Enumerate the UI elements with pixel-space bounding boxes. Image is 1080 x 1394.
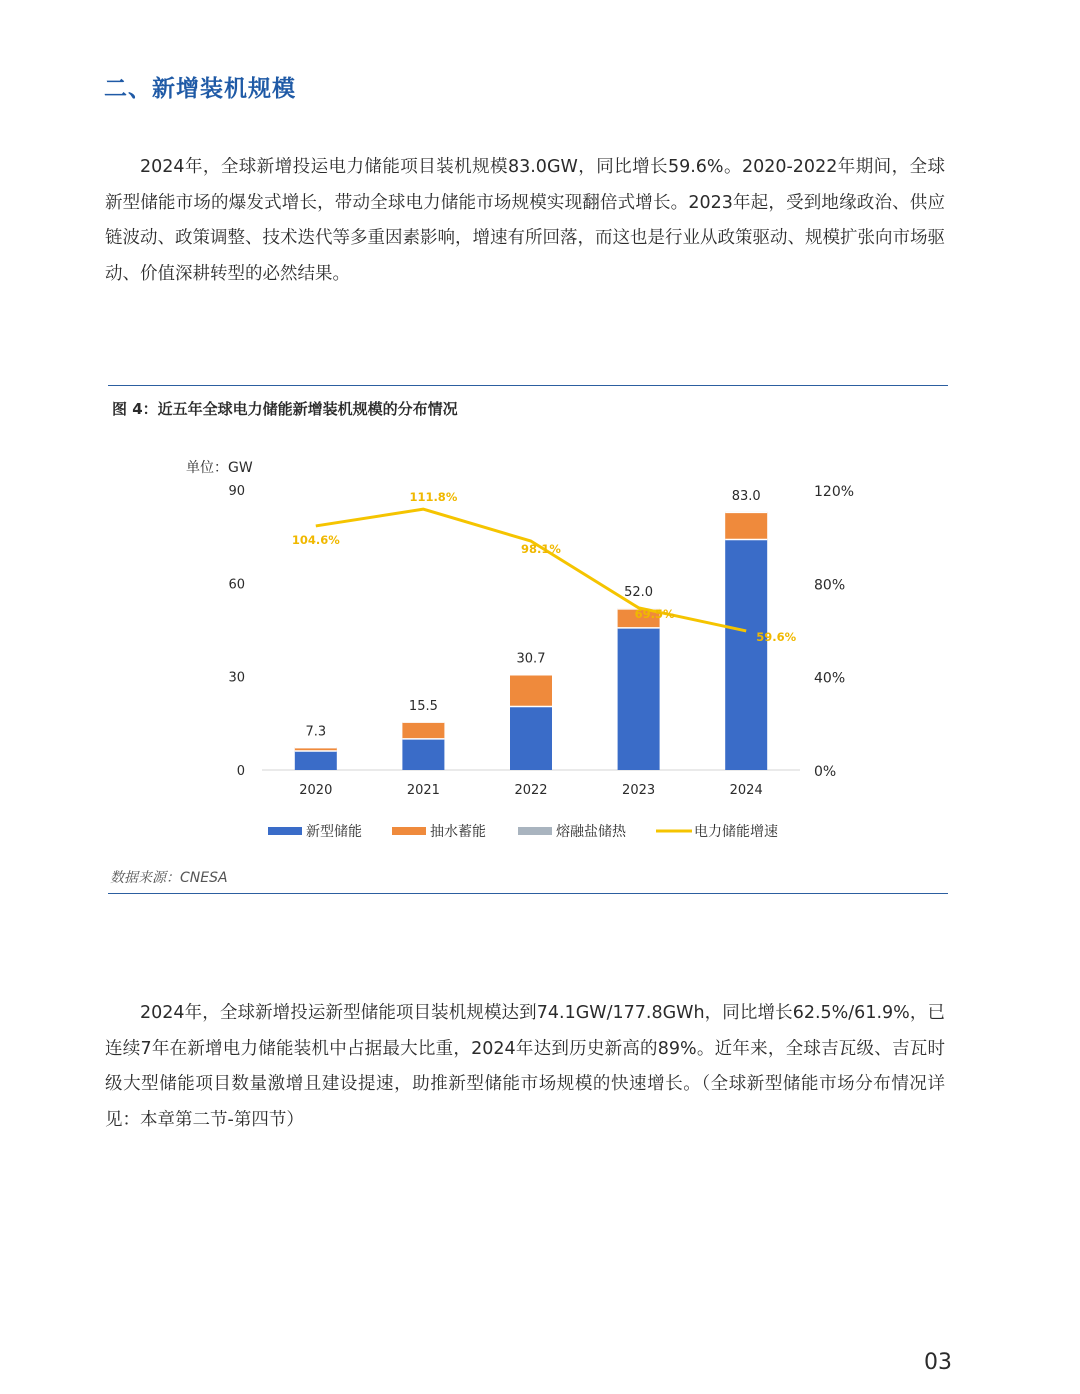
y-tick-label: 30 bbox=[228, 670, 245, 686]
bar-segment-pumped-hydro bbox=[402, 722, 444, 739]
bar-segment-new-type bbox=[295, 751, 337, 770]
growth-line-layer bbox=[292, 490, 797, 644]
x-axis-labels bbox=[299, 783, 762, 798]
chart-legend bbox=[268, 823, 778, 840]
growth-label: 59.6% bbox=[756, 629, 797, 644]
bar-segment-pumped-hydro bbox=[510, 675, 552, 707]
y-tick-label: 90 bbox=[228, 484, 245, 499]
bar-segment-new-type bbox=[510, 707, 552, 770]
legend-new-type-label: 新型储能 bbox=[306, 824, 362, 840]
legend-molten-salt-label: 熔融盐储热 bbox=[556, 824, 626, 840]
legend-new-type-swatch bbox=[268, 827, 302, 835]
section-heading: 二、新增装机规模 bbox=[104, 76, 296, 102]
bar-total-label: 15.5 bbox=[408, 698, 438, 714]
bar-segment-pumped-hydro bbox=[725, 512, 767, 539]
bar-segment-new-type bbox=[725, 539, 767, 770]
figure-source: 数据来源：CNESA bbox=[110, 870, 228, 886]
x-tick-label: 2022 bbox=[514, 783, 548, 798]
bar-segment-new-type bbox=[618, 628, 660, 770]
legend-molten-salt-swatch bbox=[518, 827, 552, 835]
y-tick-label: 0 bbox=[236, 764, 245, 779]
growth-line bbox=[316, 509, 746, 631]
figure-bottom-rule bbox=[108, 893, 948, 894]
y2-tick-label: 80% bbox=[814, 577, 846, 594]
y2-tick-label: 120% bbox=[814, 484, 855, 500]
bar-total-label: 52.0 bbox=[624, 585, 654, 601]
bar-total-label: 30.7 bbox=[516, 651, 546, 667]
growth-label: 98.1% bbox=[521, 542, 561, 557]
bar-total-label: 83.0 bbox=[731, 488, 761, 504]
bar-total-label: 7.3 bbox=[305, 724, 327, 740]
x-tick-label: 2023 bbox=[622, 783, 656, 798]
bar-segment-new-type bbox=[402, 739, 444, 770]
legend-pumped-hydro-label: 抽水蓄能 bbox=[430, 824, 486, 840]
legend-growth-rate-label: 电力储能增速 bbox=[694, 824, 778, 840]
growth-label: 104.6% bbox=[291, 532, 340, 547]
growth-label: 111.8% bbox=[409, 490, 458, 505]
x-tick-label: 2024 bbox=[729, 783, 763, 798]
chart-bars bbox=[295, 489, 767, 770]
figure-title: 图 4：近五年全球电力储能新增装机规模的分布情况 bbox=[112, 400, 458, 418]
unit-label: 单位：GW bbox=[186, 460, 253, 476]
body-paragraph bbox=[105, 996, 945, 1138]
y2-tick-label: 0% bbox=[814, 764, 837, 780]
page-number: 03 bbox=[924, 1350, 952, 1375]
y-tick-label: 60 bbox=[228, 577, 245, 593]
legend-pumped-hydro-swatch bbox=[392, 827, 426, 835]
y2-tick-label: 40% bbox=[814, 670, 846, 687]
x-tick-label: 2021 bbox=[406, 783, 440, 798]
paragraph-text: 2024年，全球新增投运新型储能项目装机规模达到74.1GW/177.8GWh，同比增长62.5%/61.9%，已连续7年在新增电力储能装机中占据最大比重，2024年达到历史新高的89%。近年来，全球吉瓦级、吉瓦时级大型储能项目数量激增且建设提速，助推新型储能市场规模的快速增长。（全球新型储能市场分布情况详见：本章第二节-第四节） bbox=[105, 1003, 945, 1130]
x-tick-label: 2020 bbox=[299, 783, 333, 798]
growth-label: 69.5% bbox=[634, 606, 675, 621]
paragraph-text: 2024年，全球新增投运电力储能项目装机规模83.0GW，同比增长59.6%。2020-2022年期间，全球新型储能市场的爆发式增长，带动全球电力储能市场规模实现翻倍式增长。2023年起，受到地缘政治、供应链波动、政策调整、技术迭代等多重因素影响，增速有所回落，而这也是行业从政策驱动、规模扩张向市场驱动、价值深耕转型的必然结果。 bbox=[105, 157, 945, 284]
